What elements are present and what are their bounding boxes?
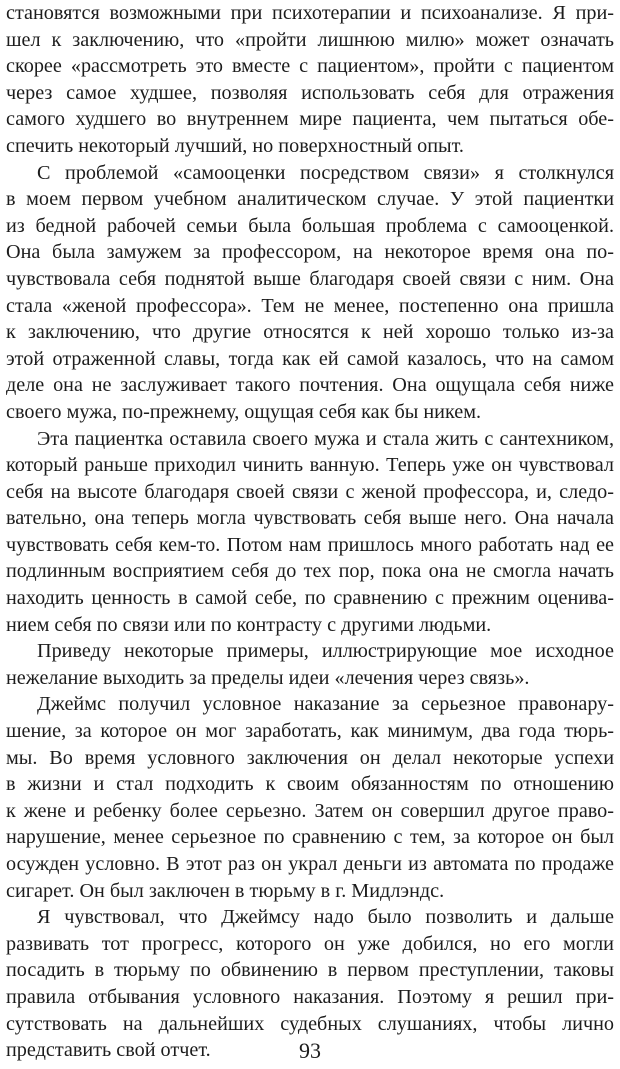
text-line: мы. Во время условного заключения он делал некоторые успехи bbox=[6, 746, 614, 769]
text-line: посадить в тюрьму по обвинению в первом преступлении, таковы bbox=[6, 959, 614, 982]
text-line: сутствовать на дальнейших судебных слушаниях, чтобы лично bbox=[6, 1012, 614, 1035]
text-line: Эта пациентка оставила своего мужа и стала жить с сантехником, bbox=[37, 427, 614, 450]
text-line: сигарет. Он был заключен в тюрьму в г. Мидлэндс. bbox=[6, 879, 445, 902]
text-line: находить ценность в самой себе, по сравнению с прежним оценива- bbox=[6, 587, 614, 610]
text-line: Я чувствовал, что Джеймсу надо было позволить и дальше bbox=[37, 906, 614, 929]
text-line: чувствовать себя кем-то. Потом нам пришлось много работать над ее bbox=[6, 533, 614, 556]
text-line: С проблемой «самооценки посредством связи» я столкнулся bbox=[37, 161, 614, 184]
text-line: развивать тот прогресс, которого он уже добился, но его могли bbox=[6, 932, 614, 955]
body-text bbox=[6, 0, 614, 1064]
page-number: 93 bbox=[299, 1038, 321, 1063]
text-line: через самое худшее, позволяя использовать себя для отражения bbox=[6, 81, 614, 104]
text-line: этой отраженной славы, тогда как ей самой казалось, что на самом bbox=[6, 347, 614, 370]
text-line: представить свой отчет. bbox=[6, 1039, 211, 1062]
text-line: Она была замужем за профессором, на некоторое время она по- bbox=[6, 241, 614, 264]
text-line: подлинным восприятием себя до тех пор, пока она не смогла начать bbox=[6, 560, 614, 583]
text-line: нежелание выходить за пределы идеи «лечения через связь». bbox=[6, 666, 530, 689]
text-line: Джеймс получил условное наказание за серьезное правонару- bbox=[37, 693, 614, 716]
text-line: себя на высоте благодаря своей связи с женой профессора, и, следо- bbox=[6, 480, 614, 503]
text-line: правила отбывания условного наказания. Поэтому я решил при- bbox=[6, 985, 614, 1008]
text-line: к заключению, что другие относятся к ней хорошо только из-за bbox=[6, 321, 614, 344]
text-line: самого худшего во внутреннем мире пациента, чем пытаться обе- bbox=[6, 108, 614, 131]
text-line: в жизни и стал подходить к своим обязанностям по отношению bbox=[6, 773, 614, 796]
text-line: в моем первом учебном аналитическом случае. У этой пациентки bbox=[6, 188, 614, 211]
text-line: нием себя по связи или по контрасту с другими людьми. bbox=[6, 613, 492, 636]
text-line: вательно, она теперь могла чувствовать себя выше него. Она начала bbox=[6, 507, 614, 530]
text-line: шел к заключению, что «пройти лишнюю милю» может означать bbox=[6, 28, 614, 51]
text-line: к жене и ребенку более серьезно. Затем он совершил другое право- bbox=[6, 799, 614, 822]
text-line: который раньше приходил чинить ванную. Теперь уже он чувствовал bbox=[6, 454, 614, 477]
text-line: спечить некоторый лучший, но поверхностный опыт. bbox=[6, 134, 464, 157]
text-line: скорее «рассмотреть это вместе с пациентом», пройти с пациентом bbox=[6, 55, 614, 78]
text-line: стала «женой профессора». Тем не менее, постепенно она пришла bbox=[6, 294, 614, 317]
text-line: Приведу некоторые примеры, иллюстрирующие мое исходное bbox=[37, 640, 614, 663]
text-line: становятся возможными при психотерапии и психоанализе. Я при- bbox=[6, 2, 614, 24]
text-line: своего мужа, по-прежнему, ощущая себя как бы никем. bbox=[6, 400, 482, 423]
text-line: шение, за которое он мог заработать, как минимум, два года тюрь- bbox=[6, 720, 614, 743]
text-line: осужден условно. В этот раз он украл деньги из автомата по продаже bbox=[6, 853, 614, 875]
text-line: чувствовала себя поднятой выше благодаря своей связи с ним. Она bbox=[6, 267, 614, 290]
text-line: из бедной рабочей семьи была большая проблема с самооценкой. bbox=[6, 214, 614, 237]
text-line: деле она не заслуживает такого почтения. Она ощущала себя ниже bbox=[6, 374, 614, 397]
text-line: нарушение, менее серьезное по сравнению с тем, за которое он был bbox=[6, 826, 614, 849]
